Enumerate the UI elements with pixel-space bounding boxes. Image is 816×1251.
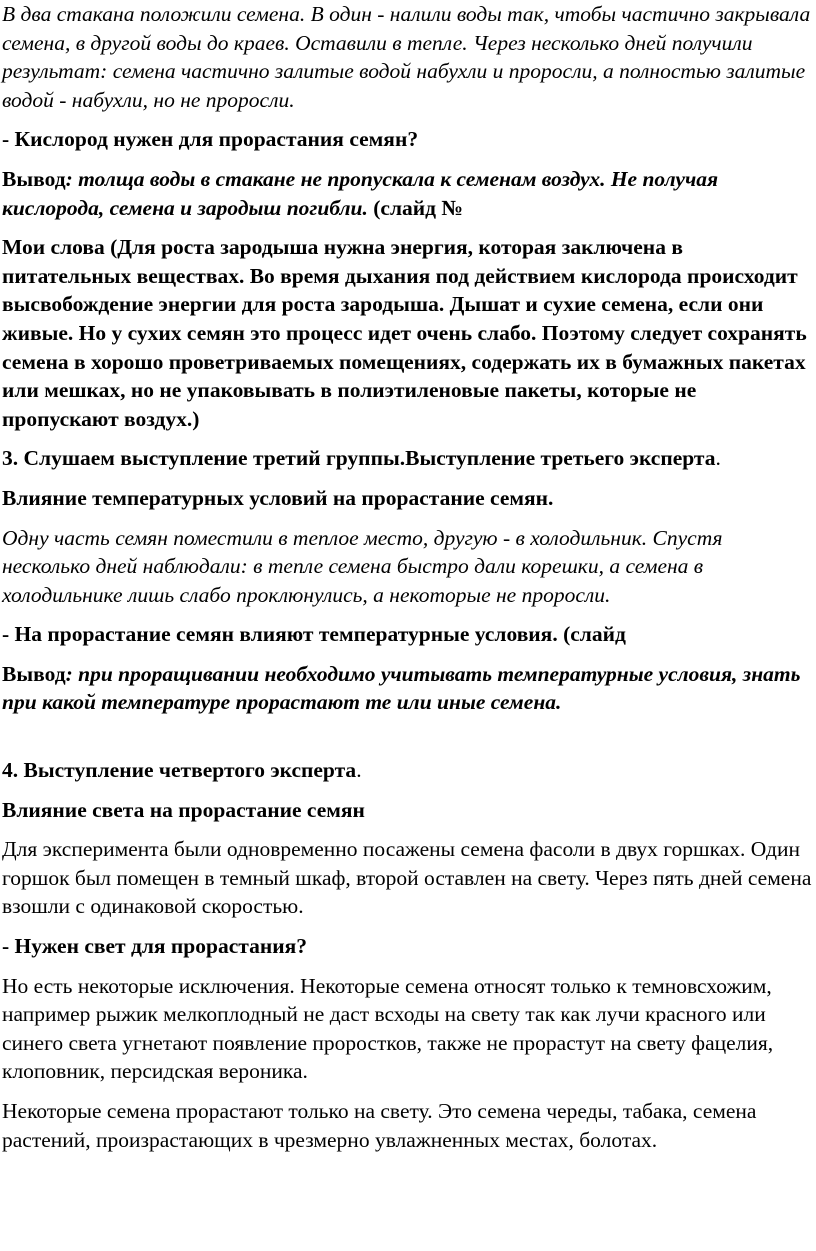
blank-line <box>2 728 814 756</box>
light-question: - Нужен свет для прорастания? <box>2 934 307 959</box>
temperature-statement: - На прорастание семян влияют температурные условия. (слайд <box>2 622 626 647</box>
third-group-heading <box>2 444 814 473</box>
document-page <box>2 0 814 1165</box>
oxygen-conclusion <box>2 165 814 222</box>
third-group-heading-tail: . <box>715 446 721 471</box>
light-heading: Влияние света на прорастание семян <box>2 797 365 822</box>
experiment-temperature-paragraph: Одну часть семян поместили в теплое место, другую - в холодильник. Спустя несколько дней наблюдали: в тепле семена быстро дали корешки, а семена в холодильнике лишь слабо проклюнулись, а некоторые не проросли. <box>2 525 723 607</box>
experiment-oxygen-paragraph: В два стакана положили семена. В один - налили воды так, чтобы частично закрывала семена, в другой воды до краев. Оставили в тепле. Через несколько дней получили результат: семена частично залитые водой набухли и проросли, а полностью залитые водой - набухли, но не проросли. <box>2 2 811 112</box>
conclusion-body: : толща воды в стакане не пропускала к семенам воздух. Не получая кислорода, семена и зародыш погибли. <box>2 166 719 220</box>
fourth-expert-heading-tail: . <box>356 758 362 783</box>
third-group-heading-bold: 3. Слушаем выступление третий группы.Выступление третьего эксперта <box>2 446 716 471</box>
conclusion-body: : при проращивании необходимо учитывать температурные условия, знать при какой температуре прорастают те или иные семена. <box>2 661 801 715</box>
conclusion-lead: Вывод <box>2 166 66 191</box>
temperature-conclusion <box>2 660 814 717</box>
conclusion-tail: (слайд № <box>367 195 464 220</box>
light-germinating-paragraph: Некоторые семена прорастают только на свету. Это семена череды, табака, семена растений, произрастающих в чрезмерно увлажненных местах, болотах. <box>2 1099 757 1152</box>
fourth-expert-heading-bold: 4. Выступление четвертого эксперта <box>2 758 357 783</box>
oxygen-question: - Кислород нужен для прорастания семян? <box>2 127 419 152</box>
experiment-light-paragraph: Для эксперимента были одновременно посажены семена фасоли в двух горшках. Один горшок был помещен в темный шкаф, второй оставлен на свету. Через пять дней семена взошли с одинаковой скоростью. <box>2 837 812 919</box>
conclusion-lead: Вывод <box>2 661 66 686</box>
fourth-expert-heading <box>2 756 814 785</box>
teacher-notes-paragraph: Мои слова (Для роста зародыша нужна энергия, которая заключена в питательных веществах. Во время дыхания под действием кислорода происходит высвобождение энергии для роста зародыша. Дышат и сухие семена, если они живые. Но у сухих семян это процесс идет очень слабо. Поэтому следует сохранять семена в хорошо проветриваемых помещениях, содержать их в бумажных пакетах или мешках, но не упаковывать в полиэтиленовые пакеты, которые не пропускают воздух.) <box>2 235 807 431</box>
dark-germinating-paragraph: Но есть некоторые исключения. Некоторые семена относят только к темновсхожим, например рыжик мелкоплодный не даст всходы на свету так как лучи красного или синего света угнетают появление проростков, также не прорастут на свету фацелия, клоповник, персидская вероника. <box>2 973 774 1084</box>
temperature-heading: Влияние температурных условий на прорастание семян. <box>2 485 554 510</box>
